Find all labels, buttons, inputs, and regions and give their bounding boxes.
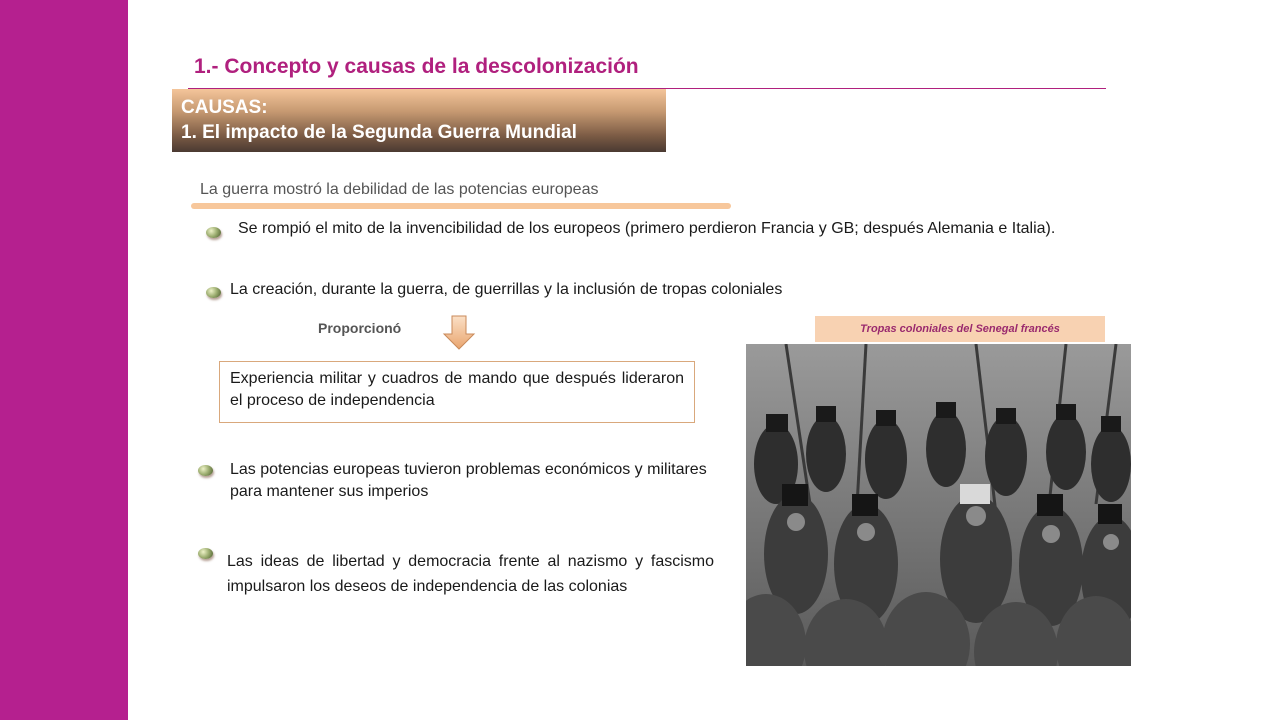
experience-box: Experiencia militar y cuadros de mando que después lideraron el proceso de independencia xyxy=(219,361,695,423)
troops-photo xyxy=(746,344,1131,666)
subtitle-underline xyxy=(191,203,731,209)
bullet-ball-icon xyxy=(198,548,213,559)
bullet-text-4: Las ideas de libertad y democracia frente al nazismo y fascismo impulsaron los deseos de independencia de las colonias xyxy=(227,553,714,595)
bullet-text-2: La creación, durante la guerra, de guerrillas y la inclusión de tropas coloniales xyxy=(230,281,783,298)
causas-label: CAUSAS: xyxy=(181,97,268,118)
photo-caption: Tropas coloniales del Senegal francés xyxy=(815,316,1105,342)
sidebar-band xyxy=(0,0,128,720)
arrow-down-icon xyxy=(441,315,477,351)
bullet-ball-icon xyxy=(206,227,221,238)
causas-box xyxy=(172,89,666,152)
bullet-ball-icon xyxy=(198,465,213,476)
bullet-text-3: Las potencias europeas tuvieron problemas económicos y militares para mantener sus imperios xyxy=(230,461,707,500)
slide-title: 1.- Concepto y causas de la descolonización xyxy=(194,55,639,78)
causas-heading: 1. El impacto de la Segunda Guerra Mundial xyxy=(181,122,577,143)
subtitle: La guerra mostró la debilidad de las potencias europeas xyxy=(200,181,599,198)
bullet-ball-icon xyxy=(206,287,221,298)
proporciono-label: Proporcionó xyxy=(318,320,402,336)
bullet-text-1: Se rompió el mito de la invencibilidad de los europeos (primero perdieron Francia y GB; después Alemania e Italia). xyxy=(238,220,1056,237)
